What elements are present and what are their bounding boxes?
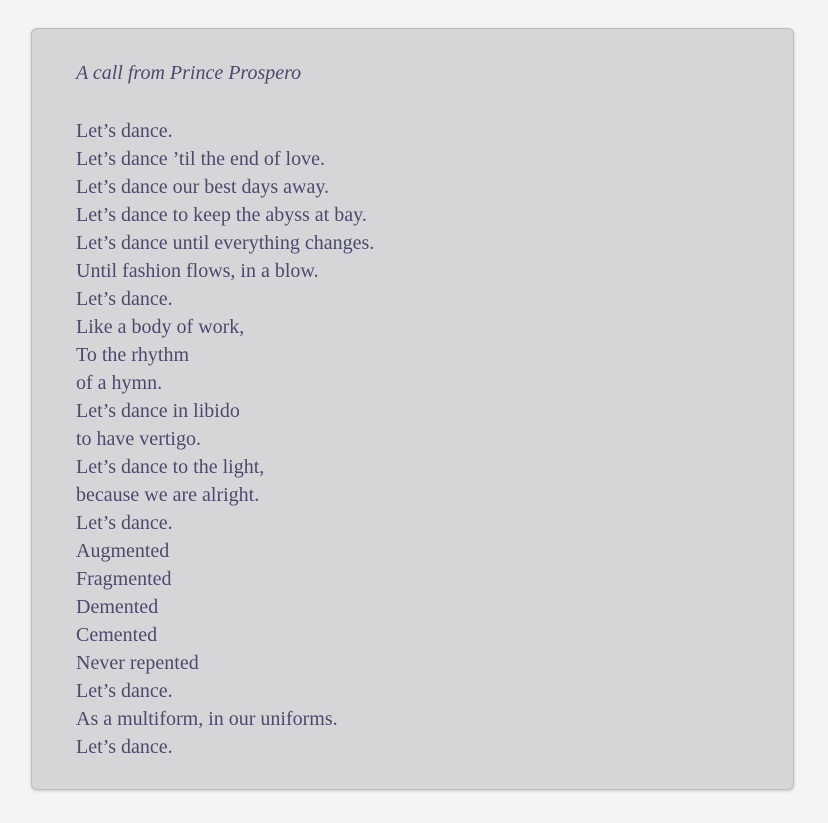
- poem-line: Never repented: [76, 652, 199, 674]
- poem-line: Let’s dance.: [76, 512, 173, 534]
- poem-line: to have vertigo.: [76, 428, 201, 450]
- poem-line: Demented: [76, 596, 159, 618]
- poem-line: Let’s dance until everything changes.: [76, 232, 375, 254]
- poem-line: Let’s dance.: [76, 680, 173, 702]
- poem-line: of a hymn.: [76, 372, 163, 394]
- poem-line: Augmented: [76, 540, 170, 562]
- poem-line: As a multiform, in our uniforms.: [76, 708, 338, 730]
- poem-line: Let’s dance in libido: [76, 400, 240, 422]
- poem-line: Let’s dance ’til the end of love.: [76, 148, 325, 170]
- poem-line: Let’s dance to the light,: [76, 456, 265, 478]
- poem-card: [31, 28, 794, 790]
- poem-line: Like a body of work,: [76, 316, 245, 338]
- poem-line: Fragmented: [76, 568, 172, 590]
- poem-title: A call from Prince Prospero: [76, 62, 302, 84]
- poem-body: [76, 117, 374, 761]
- poem-line: Let’s dance.: [76, 120, 173, 142]
- poem-line: Let’s dance.: [76, 736, 173, 758]
- poem-line: Let’s dance.: [76, 288, 173, 310]
- poem-line: Let’s dance to keep the abyss at bay.: [76, 204, 367, 226]
- poem-line: To the rhythm: [76, 344, 190, 366]
- poem-line: because we are alright.: [76, 484, 260, 506]
- poem-line: Let’s dance our best days away.: [76, 176, 330, 198]
- poem-line: Cemented: [76, 624, 158, 646]
- poem-line: Until fashion flows, in a blow.: [76, 260, 319, 282]
